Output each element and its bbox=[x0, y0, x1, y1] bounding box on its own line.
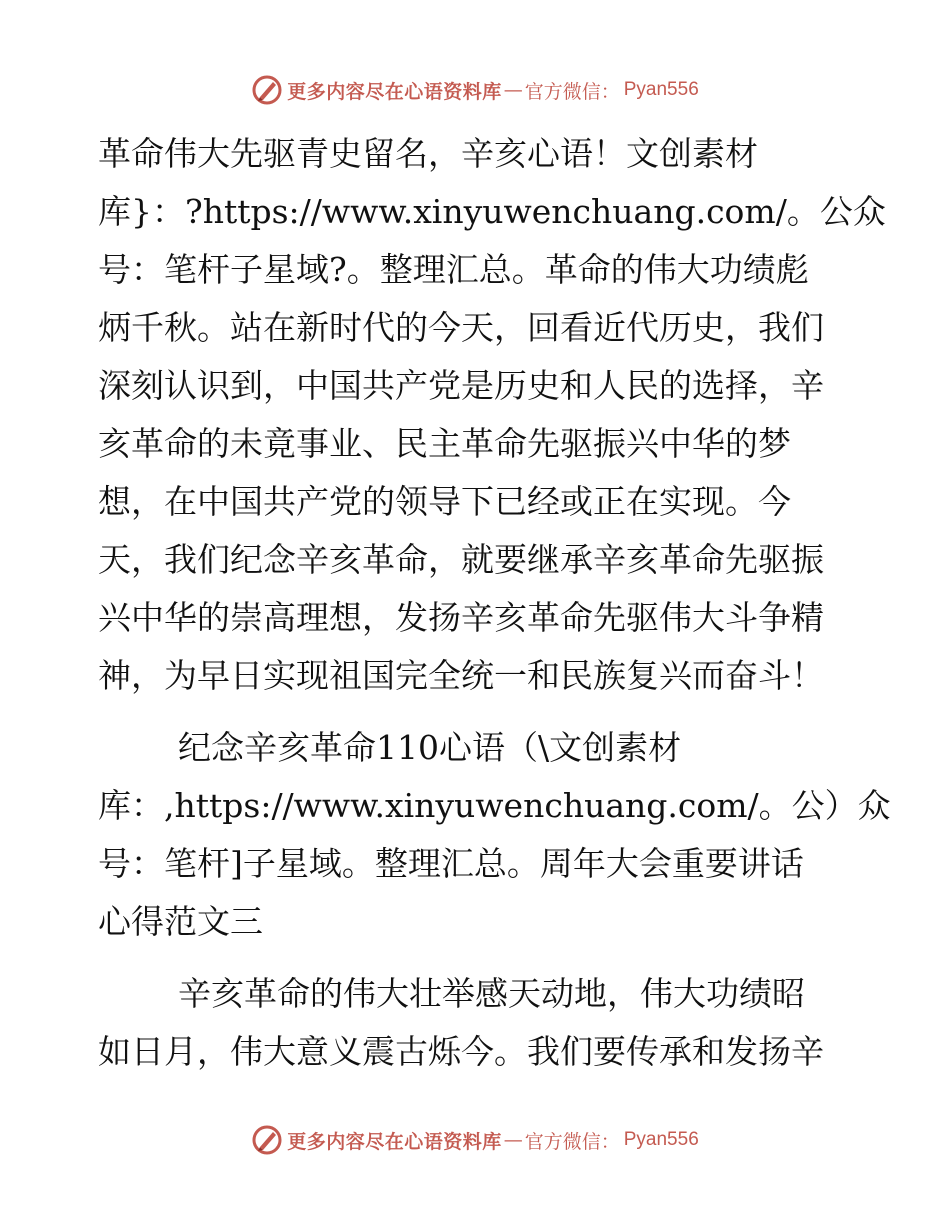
header-banner bbox=[0, 70, 950, 110]
text-line: 深刻认识到，中国共产党是历史和人民的选择，辛 bbox=[98, 366, 824, 405]
document-body bbox=[98, 125, 891, 1081]
text-line: 心得范文三 bbox=[98, 902, 263, 941]
text-line: 革命伟大先驱青史留名，辛亥心语！文创素材 bbox=[98, 134, 758, 173]
text-line: 库：,https://www.xinyuwenchuang.com/。公）众 bbox=[98, 786, 891, 825]
paragraph-3 bbox=[98, 965, 850, 1081]
footer-wechat-label: 官方微信： bbox=[524, 1130, 620, 1153]
footer-dash: — bbox=[503, 1129, 523, 1151]
header-wechat-id: Pyan556 bbox=[623, 79, 699, 100]
text-line: 号：笔杆子星域?。整理汇总。革命的伟大功绩彪 bbox=[98, 250, 809, 289]
header-wechat-label: 官方微信： bbox=[524, 80, 620, 103]
text-line: 库}：?https://www.xinyuwenchuang.com/。公众 bbox=[98, 192, 886, 231]
text-line: 兴中华的崇高理想，发扬辛亥革命先驱伟大斗争精 bbox=[98, 598, 824, 637]
footer-wechat-id: Pyan556 bbox=[623, 1129, 699, 1150]
paragraph-1 bbox=[98, 125, 886, 705]
pen-logo-icon bbox=[251, 74, 283, 106]
footer-banner bbox=[0, 1120, 950, 1160]
header-dash: — bbox=[503, 79, 523, 101]
text-line: 辛亥革命的伟大壮举感天动地，伟大功绩昭 bbox=[178, 974, 805, 1013]
footer-text: 更多内容尽在心语资料库 bbox=[287, 1130, 502, 1153]
text-line: 想，在中国共产党的领导下已经或正在实现。今 bbox=[98, 482, 791, 521]
text-line: 纪念辛亥革命110心语（\文创素材 bbox=[178, 728, 682, 767]
text-line: 号：笔杆]子星域。整理汇总。周年大会重要讲话 bbox=[98, 844, 804, 883]
text-line: 炳千秋。站在新时代的今天，回看近代历史，我们 bbox=[98, 308, 824, 347]
header-text: 更多内容尽在心语资料库 bbox=[287, 80, 502, 103]
text-line: 天，我们纪念辛亥革命，就要继承辛亥革命先驱振 bbox=[98, 540, 824, 579]
text-line: 如日月，伟大意义震古烁今。我们要传承和发扬辛 bbox=[98, 1032, 824, 1071]
pen-logo-icon bbox=[251, 1124, 283, 1156]
text-line: 亥革命的未竟事业、民主革命先驱振兴中华的梦 bbox=[98, 424, 791, 463]
paragraph-2 bbox=[98, 719, 891, 951]
text-line: 神，为早日实现祖国完全统一和民族复兴而奋斗！ bbox=[98, 656, 824, 695]
